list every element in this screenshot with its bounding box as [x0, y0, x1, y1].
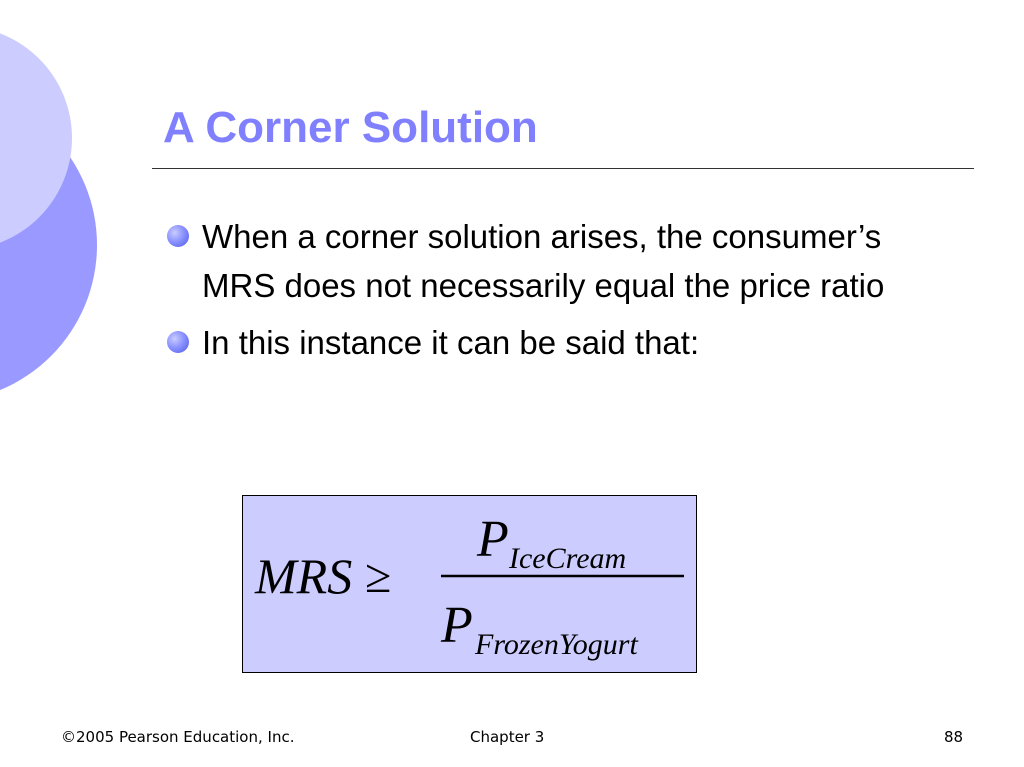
- bullet-dot-icon: [167, 331, 189, 353]
- formula-denominator-subscript: FrozenYogurt: [475, 628, 638, 661]
- formula-numerator-symbol: P: [477, 511, 509, 568]
- bullet-item: [163, 318, 963, 367]
- bullet-item: [163, 212, 963, 310]
- footer-chapter: Chapter 3: [470, 728, 545, 746]
- footer-copyright: ©2005 Pearson Education, Inc.: [61, 728, 295, 746]
- bullet-text: When a corner solution arises, the consumer’s MRS does not necessarily equal the price ratio: [202, 218, 885, 304]
- formula-lhs: MRS: [255, 548, 353, 604]
- bullet-text: In this instance it can be said that:: [202, 324, 700, 361]
- title-underline: [152, 168, 974, 169]
- bullet-list: [163, 212, 963, 375]
- slide-title: A Corner Solution: [163, 103, 538, 152]
- formula: [243, 496, 695, 671]
- formula-numerator-subscript: IceCream: [509, 542, 627, 575]
- formula-operator: ≥: [365, 550, 392, 603]
- formula-box: [242, 495, 697, 673]
- footer-page-number: 88: [944, 728, 964, 746]
- formula-denominator-symbol: P: [441, 597, 473, 654]
- bullet-dot-icon: [167, 225, 189, 247]
- decorative-circles: [0, 0, 140, 420]
